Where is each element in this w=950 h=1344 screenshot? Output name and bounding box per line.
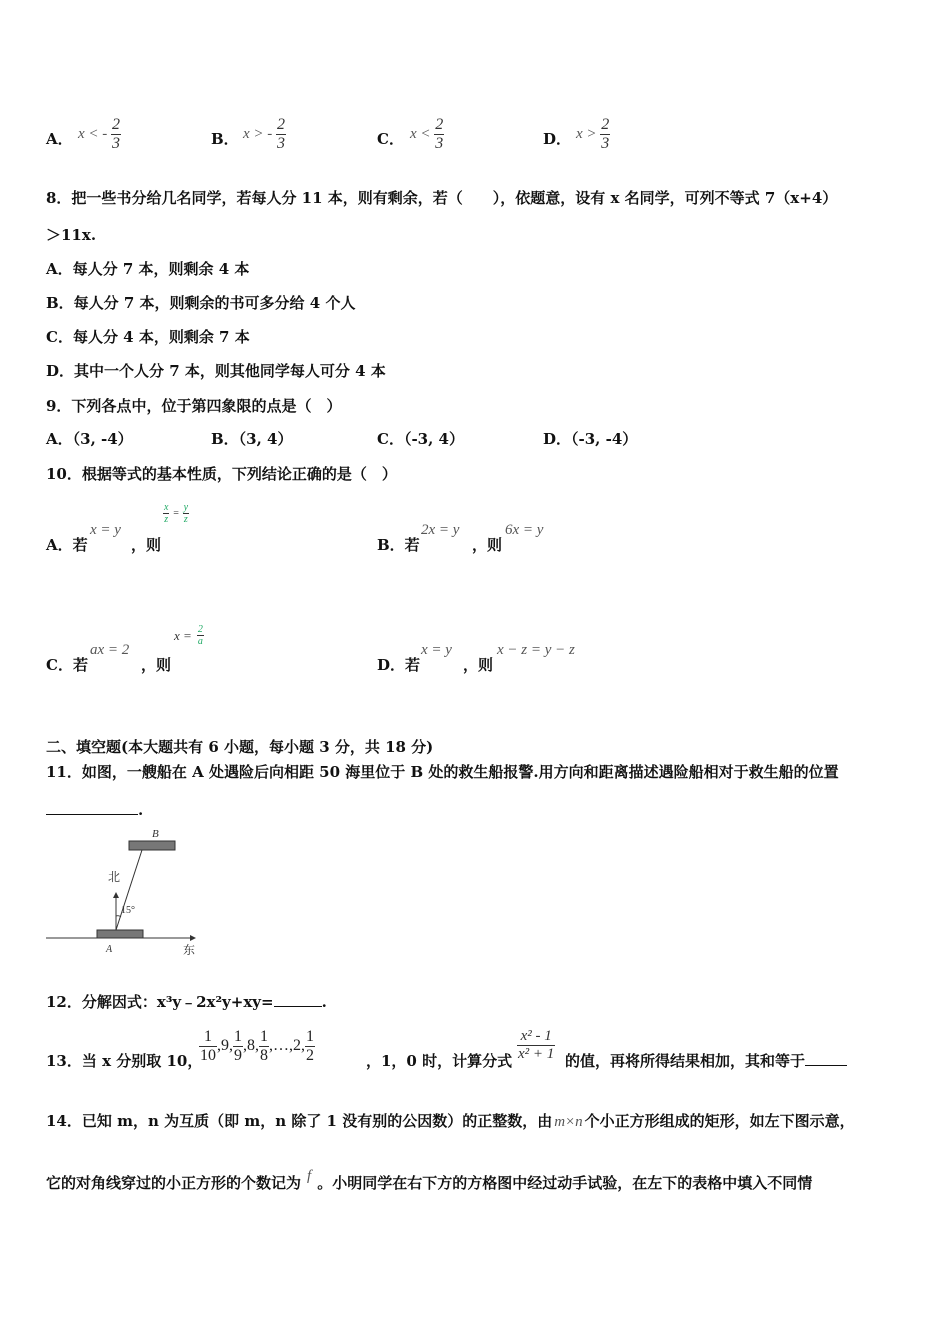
q8-stem-line2: ＞11x. [46,226,97,244]
q10-option-b-then: ，则 [472,536,503,554]
q7-option-c-expr: x < $\frac{2}{3}$ [410,116,444,152]
label-north: 北 [108,870,121,884]
label-east: 东 [183,943,196,957]
q12-stem: 12．分解因式：x³y﹣2x²y+xy= . [46,993,327,1011]
q7-option-b: B． [211,130,239,148]
q10-option-a-cond: x = y [90,522,121,538]
q7-option-c: C． [377,130,404,148]
q10-option-c-then: ，则 [141,656,172,674]
q8-stem-line1: 8．把一些书分给几名同学，若每人分 11 本，则有剩余，若（ ），依题意，设有 x 名同学，可列不等式 7（x+4） [46,189,838,207]
q10-option-a-label: A．若 [46,536,88,554]
label-a: A [106,944,113,955]
q8-option-b: B．每人分 7 本，则剩余的书可多分给 4 个人 [46,294,356,312]
section-title: 二、填空题(本大题共有 6 小题，每小题 3 分，共 18 分) [46,738,434,756]
q8-option-c: C．每人分 4 本，则剩余 7 本 [46,328,250,346]
east-arrow [190,935,196,941]
q13-suffix: 的值，再将所得结果相加，其和等于 [565,1050,847,1071]
q10-option-c-cond: ax = 2 [90,642,130,658]
q10-option-d-result: x − z = y − z [497,642,575,658]
q10-option-d-label: D．若 [377,656,421,674]
q9-option-b: B．（3, 4） [211,430,293,448]
q9-option-a: A．（3, -4） [46,430,133,448]
q14-line1: 14．已知 m，n 为互质（即 m，n 除了 1 没有别的公因数）的正整数，由 m×n 个小正方形组成的矩形，如左下图示意， [46,1112,855,1130]
q10-option-c-result: x = $\frac{2}{a}$ [174,624,203,647]
q14-line2: 它的对角线穿过的小正方形的个数记为 f 。小明同学在右下方的方格图中经过动手试验，在左下的表格中填入不同情 [46,1168,813,1192]
q9-option-c: C．（-3, 4） [377,430,464,448]
q10-option-a-result: $\frac{x}{z}$ = $\frac{y}{z}$ [164,502,189,525]
q13-prefix: 13．当 x 分别取 10， [46,1052,203,1070]
north-arrow [113,892,119,898]
q10-option-b-label: B．若 [377,536,420,554]
q10-option-d-then: ，则 [463,656,494,674]
label-b: B [152,828,159,840]
q11-answer-line: . [46,798,143,819]
q10-option-c-label: C．若 [46,656,88,674]
q13-mid: ，1，0 时，计算分式 [366,1052,513,1070]
label-angle: 15° [121,905,135,916]
q7-option-d-expr: x > $\frac{2}{3}$ [576,116,610,152]
q11-figure [40,822,210,962]
q10-stem: 10．根据等式的基本性质，下列结论正确的是（ ） [46,465,397,483]
ship-a-rect [97,930,143,938]
q13-fraction: $\frac{\text{x² - 1}}{\text{x² + 1}}$ [518,1028,555,1062]
q10-option-a-then: ，则 [131,536,162,554]
ship-b-rect [129,841,175,850]
q7-option-d: D． [543,130,572,148]
q10-option-d-cond: x = y [421,642,452,658]
q8-option-a: A．每人分 7 本，则剩余 4 本 [46,260,250,278]
q10-option-b-result: 6x = y [505,522,544,538]
q13-sequence: $\frac{1}{10}$ ,9, $\frac{1}{9}$ ,8, $\frac{1}{8}$ ,…,2, $\frac{1}{2}$ [200,1028,314,1064]
q8-option-d: D．其中一个人分 7 本，则其他同学每人可分 4 本 [46,362,386,380]
q10-option-b-cond: 2x = y [421,522,460,538]
line-ab [116,850,142,930]
q7-option-a-expr: x < - $\frac{2}{3}$ [78,116,121,152]
q7-option-b-expr: x > - $\frac{2}{3}$ [243,116,286,152]
q9-option-d: D．（-3, -4） [543,430,638,448]
q9-stem: 9．下列各点中，位于第四象限的点是（ ） [46,397,342,415]
q11-stem: 11．如图，一艘船在 A 处遇险后向相距 50 海里位于 B 处的救生船报警.用方向和距离描述遇险船相对于救生船的位置 [46,763,839,781]
q7-option-a: A． [46,130,73,148]
